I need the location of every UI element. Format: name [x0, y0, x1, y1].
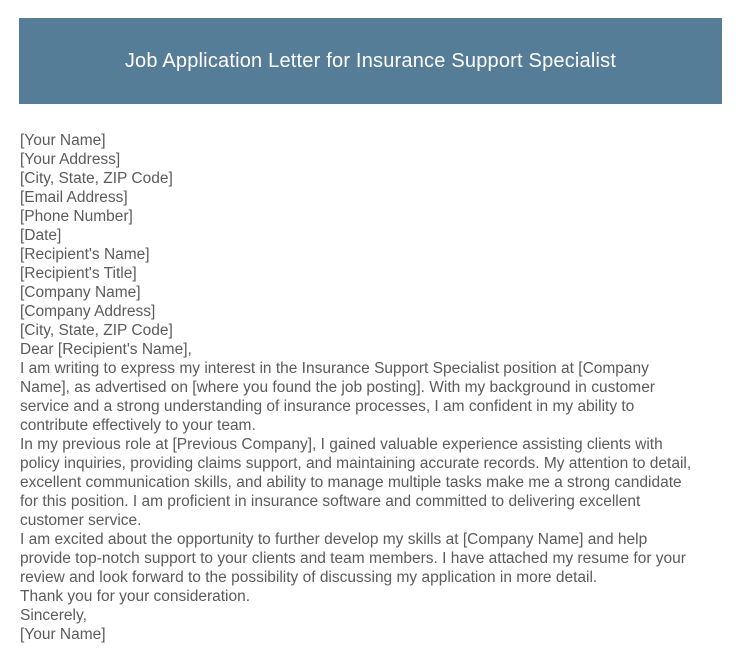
letter-line: [City, State, ZIP Code]: [20, 170, 173, 187]
title-banner: [19, 18, 722, 104]
paragraph-line: I am writing to express my interest in the Insurance Support Specialist position at [Company: [20, 360, 649, 377]
letter-line: [Your Address]: [20, 151, 121, 168]
body-paragraph: [20, 530, 734, 587]
letter-line: [Recipient's Name]: [20, 246, 150, 263]
recipient-address-block: [20, 245, 734, 340]
salutation-line: Dear [Recipient's Name],: [20, 341, 192, 358]
signature-line: [Your Name]: [20, 626, 106, 643]
letter-line: [Your Name]: [20, 132, 106, 149]
paragraph-line: excellent communication skills, and ability to manage multiple tasks make me a strong candidate: [20, 474, 682, 491]
paragraph-line: Name], as advertised on [where you found the job posting]. With my background in customer: [20, 379, 655, 396]
paragraph-line: In my previous role at [Previous Company], I gained valuable experience assisting clients with: [20, 436, 663, 453]
paragraph-line: contribute effectively to your team.: [20, 417, 256, 434]
letter-line: [Company Name]: [20, 284, 141, 301]
letter-line: [Email Address]: [20, 189, 128, 206]
paragraph-line: customer service.: [20, 512, 142, 529]
paragraph-line: for this position. I am proficient in insurance software and committed to delivering excellent: [20, 493, 641, 510]
letter-body: [20, 131, 734, 644]
paragraph-line: I am excited about the opportunity to further develop my skills at [Company Name] and help: [20, 531, 648, 548]
signoff-line: Sincerely,: [20, 607, 87, 624]
letter-line: [Company Address]: [20, 303, 156, 320]
paragraph-line: provide top-notch support to your clients and team members. I have attached my resume for your: [20, 550, 686, 567]
page-title: Job Application Letter for Insurance Support Specialist: [124, 49, 617, 72]
body-paragraph: [20, 359, 734, 435]
letter-line: [City, State, ZIP Code]: [20, 322, 173, 339]
paragraph-line: policy inquiries, providing claims support, and maintaining accurate records. My attention to detail,: [20, 455, 692, 472]
closing-line: Thank you for your consideration.: [20, 588, 251, 605]
body-paragraph: [20, 435, 734, 530]
letter-line: [Phone Number]: [20, 208, 133, 225]
paragraph-line: service and a strong understanding of insurance processes, I am confident in my ability to: [20, 398, 635, 415]
letter-line: [Date]: [20, 227, 62, 244]
sender-address-block: [20, 131, 734, 245]
paragraph-line: review and look forward to the possibility of discussing my application in more detail.: [20, 569, 598, 586]
letter-line: [Recipient's Title]: [20, 265, 137, 282]
